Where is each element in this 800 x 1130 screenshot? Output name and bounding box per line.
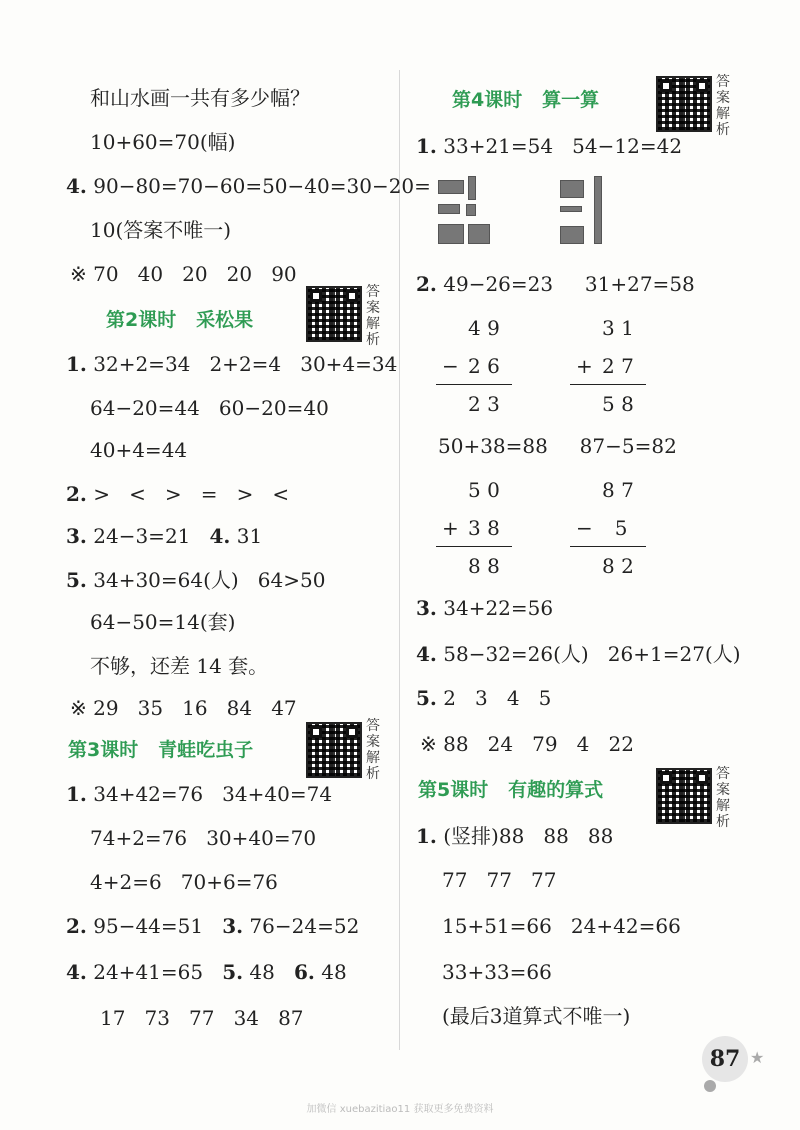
calc-operand: 2 6: [468, 354, 500, 378]
calc-rule: [436, 384, 512, 385]
qr-label: 答案解析: [716, 74, 730, 138]
lesson-heading: 第4课时 算一算: [452, 89, 600, 111]
answer-line: 4. 58−32=26(人) 26+1=27(人): [416, 642, 741, 666]
answer-line: 40+4=44: [90, 438, 188, 462]
calc-rule: [570, 546, 646, 547]
answer-line: 不够，还差 14 套。: [90, 654, 269, 678]
answer-line: 5. 34+30=64(人) 64>50: [66, 568, 326, 592]
place-value-blocks: [560, 176, 640, 246]
answer-line: 4. 24+41=65 5. 48 6. 48: [66, 960, 347, 984]
vertical-calculation: [436, 476, 516, 586]
answer-line: ※ 29 35 16 84 47: [70, 696, 297, 720]
calc-operand: 5 0: [468, 478, 500, 502]
calc-operator: −: [442, 354, 459, 378]
calc-operator: +: [576, 354, 593, 378]
block: [594, 176, 602, 244]
answer-line: 74+2=76 30+40=70: [90, 826, 317, 850]
answer-line: ※ 88 24 79 4 22: [420, 732, 634, 756]
answer-line: 77 77 77: [442, 868, 557, 892]
answer-line: 50+38=88 87−5=82: [438, 434, 677, 458]
decorative-dot: [704, 1080, 716, 1092]
answer-line: 64−20=44 60−20=40: [90, 396, 329, 420]
calc-rule: [436, 546, 512, 547]
block: [438, 204, 460, 214]
answer-line: (最后3道算式不唯一): [442, 1004, 631, 1028]
vertical-calculation: [436, 314, 516, 424]
block: [438, 224, 464, 244]
answer-line: 10+60=70(幅): [90, 130, 236, 154]
answer-line: 15+51=66 24+42=66: [442, 914, 681, 938]
block: [466, 204, 476, 216]
answer-line: 10(答案不唯一): [90, 218, 232, 242]
answer-line: 4+2=6 70+6=76: [90, 870, 278, 894]
star-icon: ★: [750, 1048, 765, 1067]
block: [438, 180, 464, 194]
answer-line: 2. > < > = > <: [66, 482, 290, 506]
answer-line: 2. 95−44=51 3. 76−24=52: [66, 914, 360, 938]
calc-result: 5 8: [602, 392, 634, 416]
vertical-calculation: [570, 314, 650, 424]
answer-line: 1. 33+21=54 54−12=42: [416, 134, 683, 158]
answer-line: 2. 49−26=23 31+27=58: [416, 272, 695, 296]
qr-code-icon[interactable]: [306, 286, 362, 342]
qr-label: 答案解析: [366, 284, 380, 348]
place-value-blocks: [438, 176, 518, 246]
qr-code-icon[interactable]: [656, 768, 712, 824]
answer-line: 1. (竖排)88 88 88: [416, 824, 614, 848]
answer-line: 5. 2 3 4 5: [416, 686, 552, 710]
qr-code-icon[interactable]: [656, 76, 712, 132]
answer-line: 1. 32+2=34 2+2=4 30+4=34: [66, 352, 398, 376]
lesson-heading: 第5课时 有趣的算式: [418, 779, 604, 801]
calc-rule: [570, 384, 646, 385]
answer-line: 和山水画一共有多少幅？: [90, 86, 310, 110]
block: [560, 180, 584, 198]
lesson-heading: 第2课时 采松果: [106, 309, 254, 331]
calc-result: 8 2: [602, 554, 634, 578]
calc-operand: 2 7: [602, 354, 634, 378]
answer-line: 64−50=14(套): [90, 610, 236, 634]
answer-line: 17 73 77 34 87: [100, 1006, 304, 1030]
vertical-calculation: [570, 476, 650, 586]
lesson-heading: 第3课时 青蛙吃虫子: [68, 739, 254, 761]
qr-label: 答案解析: [366, 718, 380, 782]
calc-operand: 8 7: [602, 478, 634, 502]
calc-operator: +: [442, 516, 459, 540]
calc-operand: 4 9: [468, 316, 500, 340]
answer-line: 3. 24−3=21 4. 31: [66, 524, 263, 548]
footer-watermark: 加微信 xuebazitiao11 获取更多免费资料: [306, 1104, 494, 1115]
calc-operand: 3 8: [468, 516, 500, 540]
answer-line: 1. 34+42=76 34+40=74: [66, 782, 333, 806]
calc-operator: −: [576, 516, 593, 540]
column-divider: [399, 70, 400, 1050]
qr-code-icon[interactable]: [306, 722, 362, 778]
block: [560, 226, 584, 244]
block: [468, 224, 490, 244]
calc-operand: 5: [602, 516, 628, 540]
block: [468, 176, 476, 200]
answer-line: ※ 70 40 20 20 90: [70, 262, 297, 286]
answer-line: 4. 90−80=70−60=50−40=30−20=: [66, 174, 431, 198]
page-number: 87: [702, 1036, 748, 1082]
answer-line: 33+33=66: [442, 960, 552, 984]
calc-result: 8 8: [468, 554, 500, 578]
calc-result: 2 3: [468, 392, 500, 416]
calc-operand: 3 1: [602, 316, 634, 340]
qr-label: 答案解析: [716, 766, 730, 830]
block: [560, 206, 582, 212]
answer-line: 3. 34+22=56: [416, 596, 554, 620]
